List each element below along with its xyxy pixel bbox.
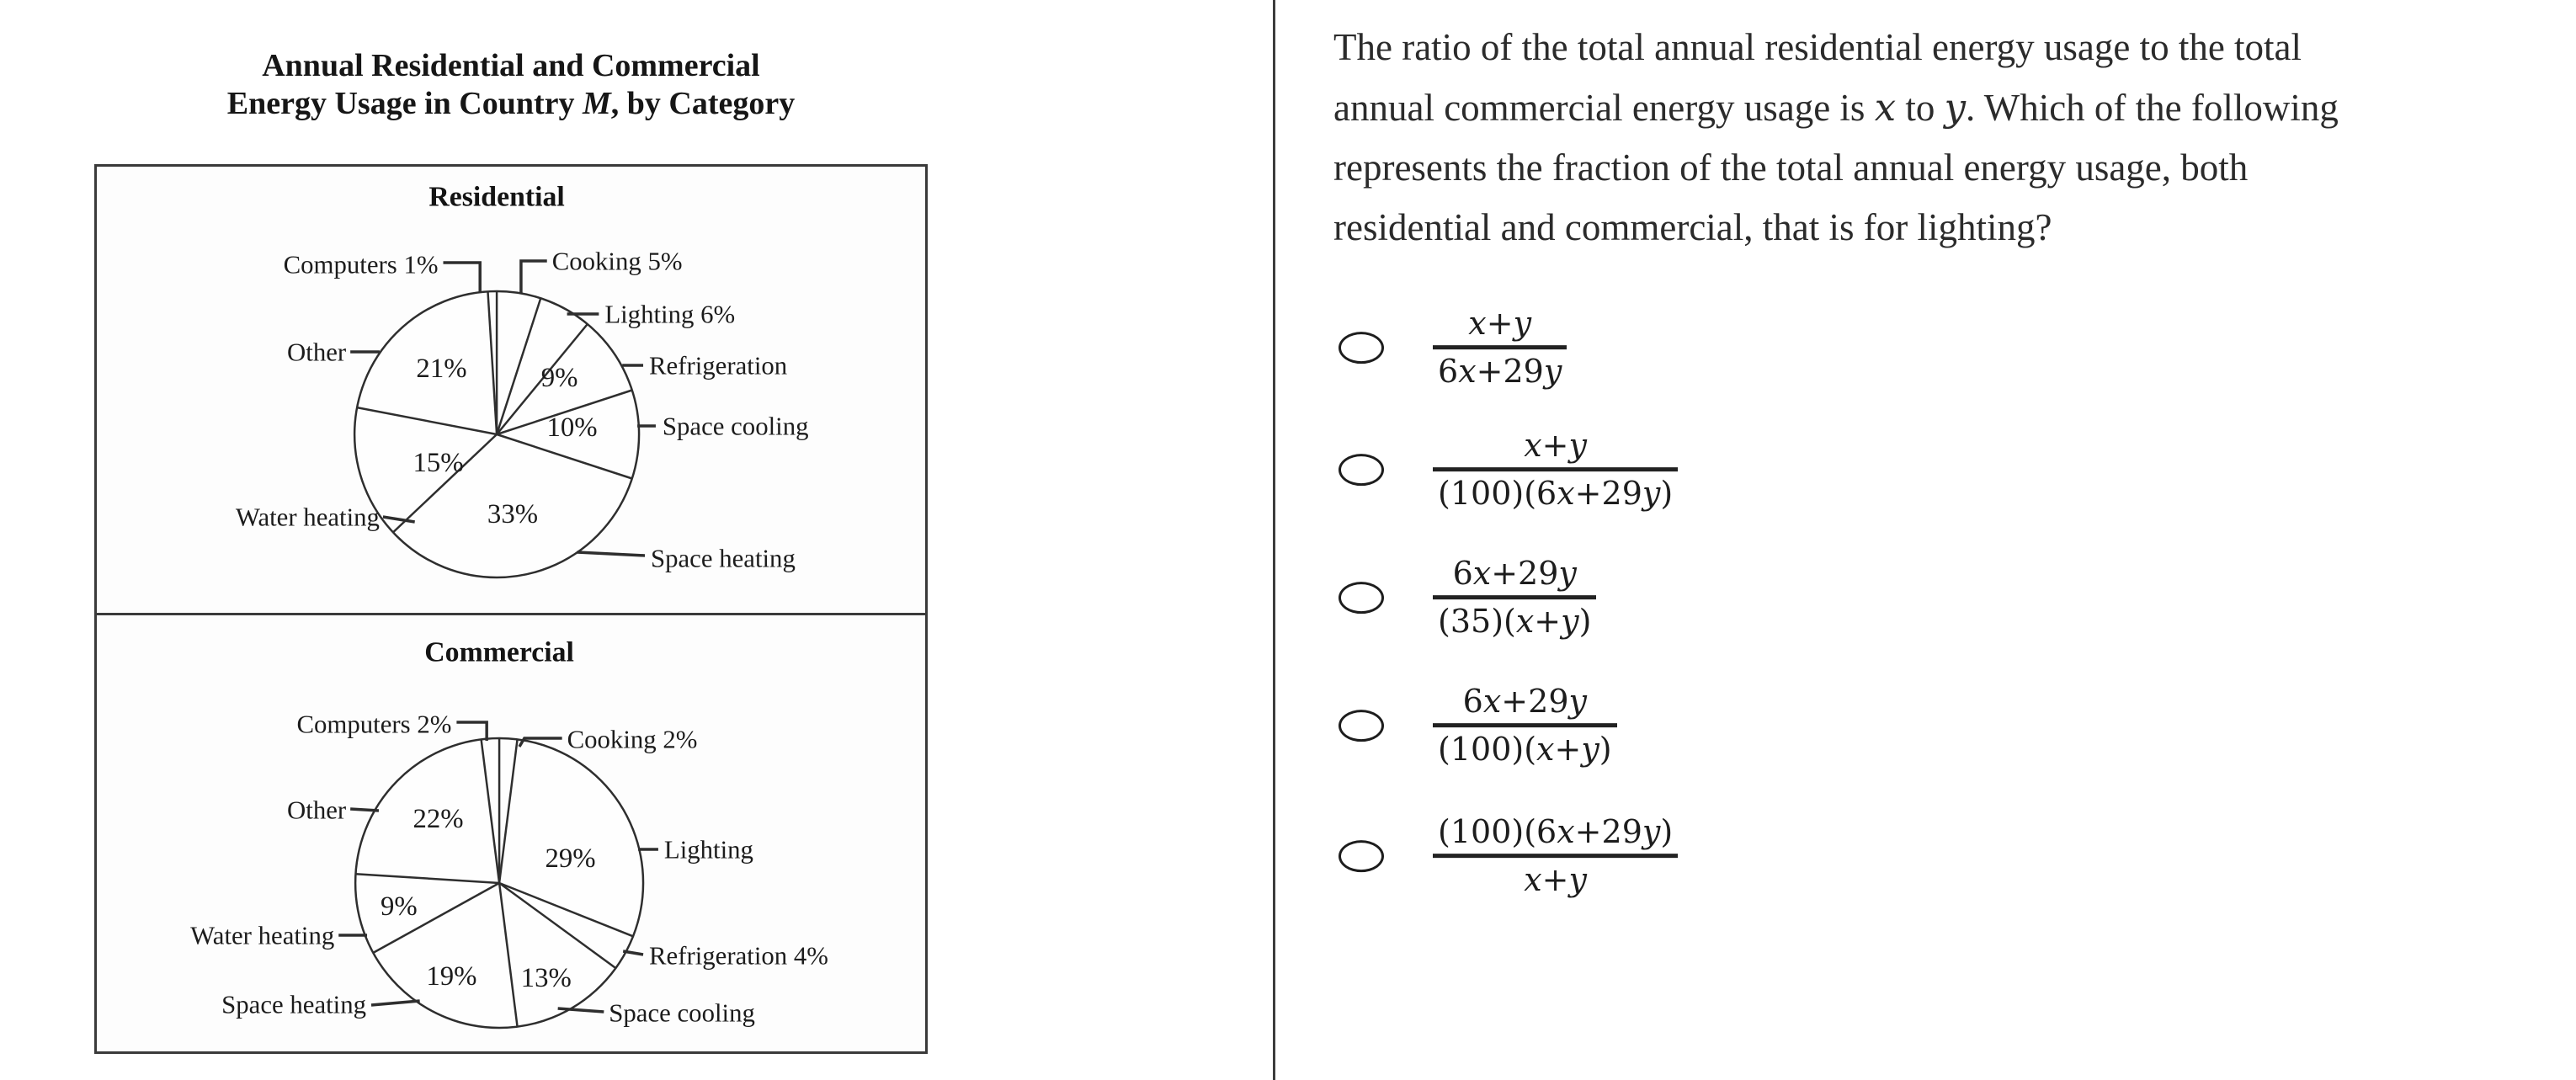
- leader-line: [623, 951, 643, 955]
- pie-title: Residential: [428, 181, 565, 213]
- leader-line: [371, 1001, 420, 1005]
- commercial-chart-panel: [94, 613, 928, 1054]
- question-text: The ratio of the total annual residential energy usage to the total annual commercial energy usage is x to y. Which of the following represents the fraction of the total annual energy usage, both residential and commercial, that is for lighting?: [1333, 26, 2339, 248]
- category-label: Refrigeration 4%: [649, 940, 828, 971]
- residential-chart-panel: [94, 164, 928, 615]
- leader-line: [350, 809, 379, 811]
- percent-label: 19%: [426, 960, 477, 992]
- category-label: Space heating: [221, 989, 367, 1019]
- category-label: Cooking 5%: [551, 246, 683, 276]
- category-label: Water heating: [190, 920, 335, 950]
- pie-title: Commercial: [424, 636, 574, 668]
- radio-button[interactable]: [1339, 454, 1384, 486]
- leader-line: [521, 261, 547, 293]
- percent-label: 21%: [416, 353, 467, 385]
- category-label: Other: [287, 795, 347, 825]
- chart-title: Annual Residential and Commercial Energy Usage in Country M, by Category: [226, 48, 796, 121]
- radio-button[interactable]: [1339, 710, 1384, 742]
- category-label: Water heating: [235, 502, 380, 532]
- answer-option-3[interactable]: [1339, 554, 1596, 641]
- answer-option-5[interactable]: [1339, 812, 1678, 900]
- percent-label: 9%: [380, 891, 418, 923]
- category-label: Other: [287, 337, 347, 367]
- radio-button[interactable]: [1339, 582, 1384, 614]
- percent-label: 10%: [546, 412, 598, 444]
- category-label: Lighting 6%: [604, 299, 736, 329]
- category-label: Lighting: [663, 834, 753, 865]
- answer-option-4[interactable]: [1339, 682, 1617, 769]
- option-fraction: (100)(6x+29y) x+y: [1433, 812, 1678, 900]
- answer-option-2[interactable]: [1339, 426, 1678, 513]
- option-fraction: 6x+29y (35)(x+y): [1433, 554, 1596, 641]
- category-label: Space cooling: [662, 411, 809, 441]
- percent-label: 13%: [520, 962, 572, 994]
- option-fraction: 6x+29y (100)(x+y): [1433, 682, 1617, 769]
- percent-label: 33%: [487, 498, 539, 530]
- leader-line: [443, 263, 480, 293]
- percent-label: 29%: [545, 843, 596, 875]
- leader-line: [456, 722, 487, 741]
- category-label: Cooking 2%: [567, 724, 698, 754]
- column-divider: [1273, 0, 1275, 1080]
- category-label: Computers 2%: [296, 709, 452, 739]
- answer-option-1[interactable]: [1339, 304, 1567, 391]
- leader-line: [577, 552, 646, 556]
- category-label: Space cooling: [609, 998, 755, 1028]
- radio-button[interactable]: [1339, 840, 1384, 872]
- commercial-pie-chart: [97, 615, 925, 1051]
- option-fraction: x+y 6x+29y: [1433, 304, 1567, 391]
- category-label: Space heating: [650, 543, 796, 573]
- category-label: Computers 1%: [283, 249, 439, 279]
- percent-label: 22%: [412, 803, 464, 835]
- radio-button[interactable]: [1339, 332, 1384, 364]
- percent-label: 9%: [540, 362, 578, 394]
- category-label: Refrigeration: [649, 350, 788, 380]
- residential-pie-chart: [97, 167, 925, 613]
- percent-label: 15%: [412, 447, 464, 479]
- option-fraction: x+y (100)(6x+29y): [1433, 426, 1678, 513]
